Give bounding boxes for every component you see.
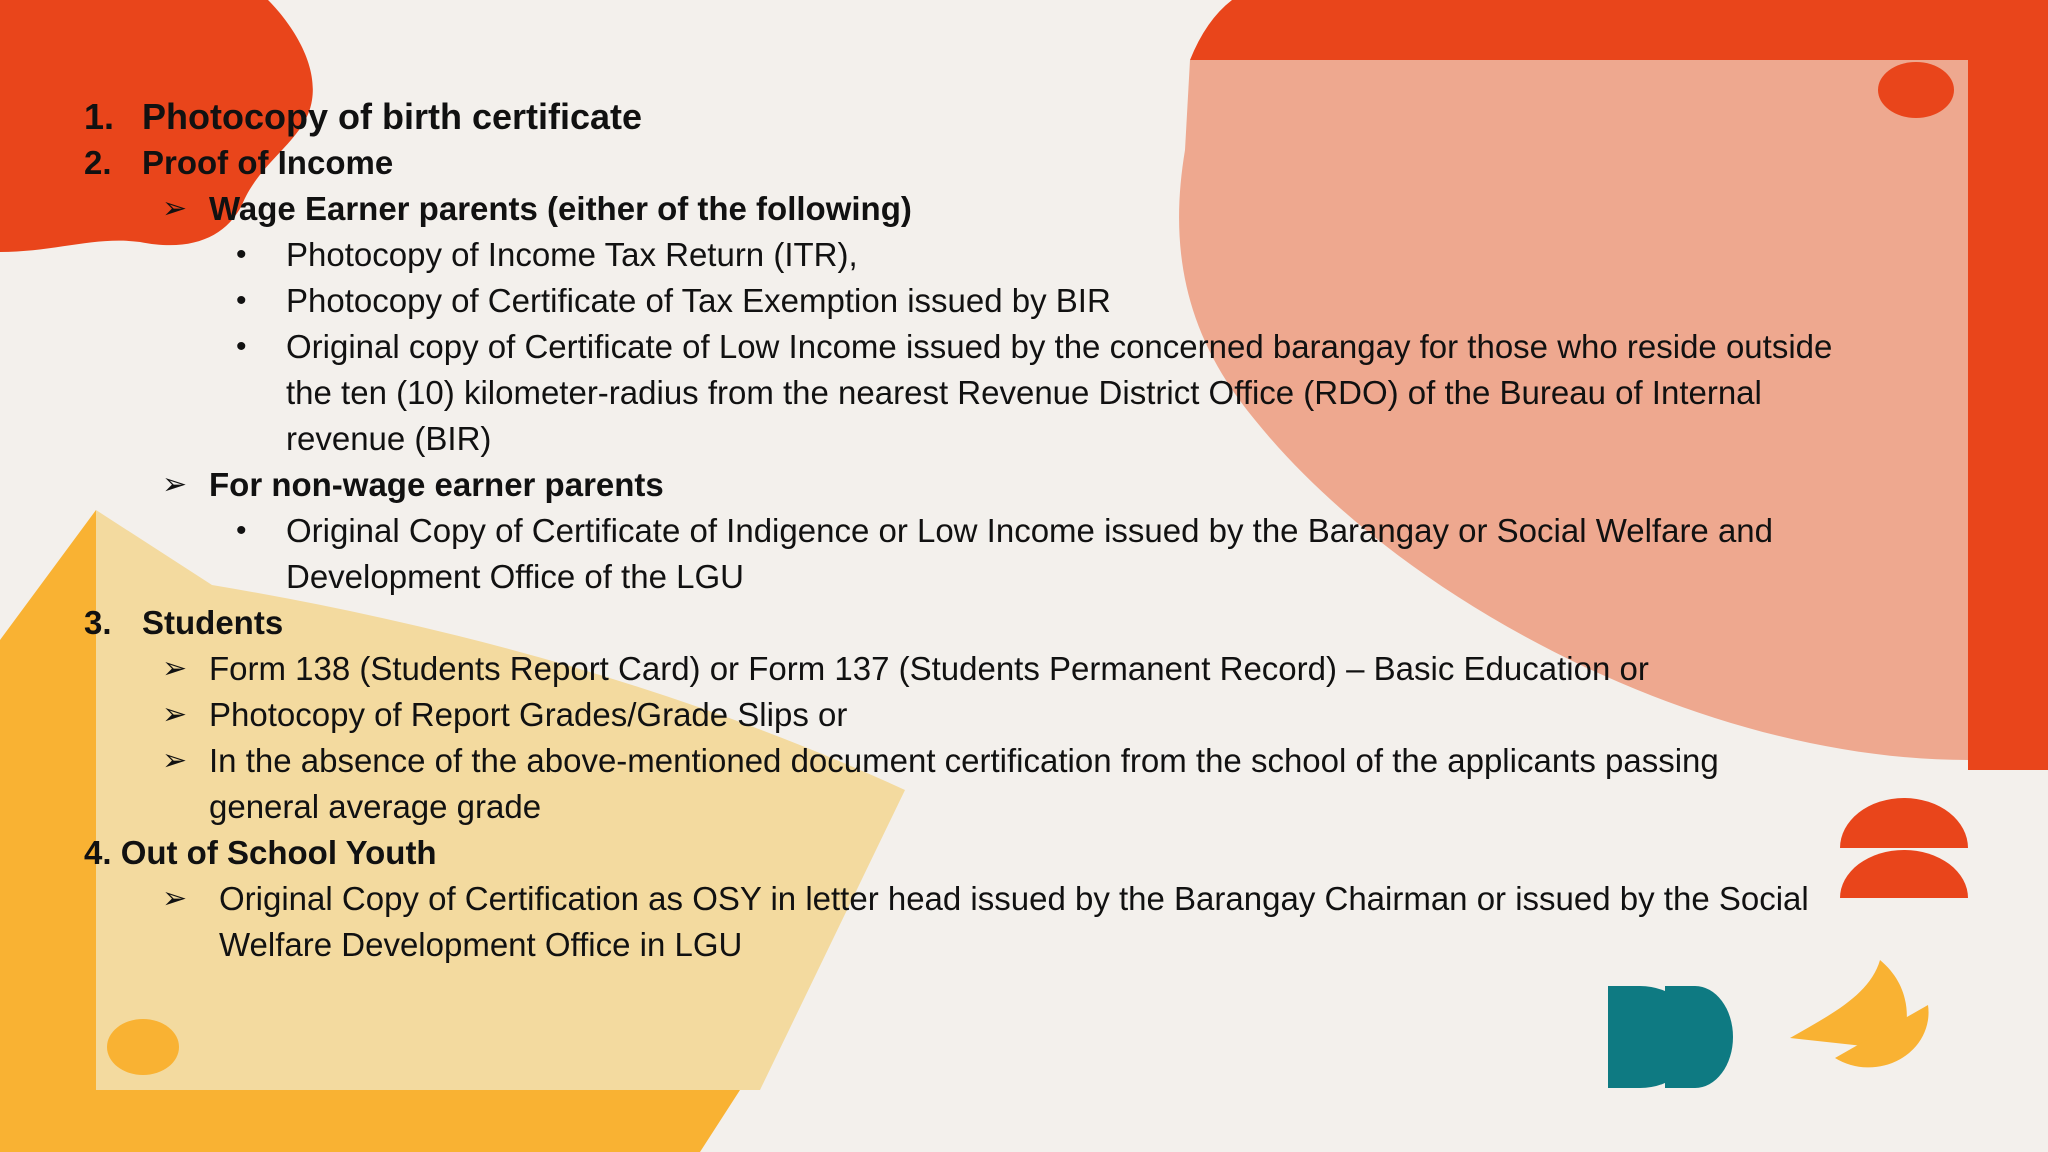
arrow-bullet-icon: ➢ (162, 192, 188, 225)
list-item-text: Original copy of Certificate of Low Income issued by the concerned barangay for those who reside outside (286, 328, 1833, 365)
list-item-text: Photocopy of Report Grades/Grade Slips or (209, 696, 848, 733)
arrow-bullet-icon: ➢ (162, 698, 188, 731)
list-item-continuation: revenue (BIR) (286, 420, 492, 457)
list-item-text: Form 138 (Students Report Card) or Form 137 (Students Permanent Record) – Basic Education or (209, 650, 1649, 687)
arrow-bullet-icon: ➢ (162, 882, 188, 915)
item-3-title: Students (142, 604, 284, 641)
item-2-title: Proof of Income (142, 144, 394, 181)
list-item-text: In the absence of the above-mentioned document certification from the school of the applicants passing (209, 742, 1719, 779)
wage-earner-group-title: Wage Earner parents (either of the following) (209, 190, 912, 227)
item-4-heading: 4. Out of School Youth (84, 834, 437, 871)
item-3-number: 3. (84, 604, 112, 641)
list-item-continuation: the ten (10) kilometer-radius from the nearest Revenue District Office (RDO) of the Bureau of Internal (286, 374, 1762, 411)
list-item-continuation: Development Office of the LGU (286, 558, 744, 595)
bullet-dot-icon: • (236, 238, 247, 271)
arrow-bullet-icon: ➢ (162, 744, 188, 777)
bullet-dot-icon: • (236, 514, 247, 547)
arrow-bullet-icon: ➢ (162, 468, 188, 501)
arrow-bullet-icon: ➢ (162, 652, 188, 685)
non-wage-earner-group-title: For non-wage earner parents (209, 466, 664, 503)
bullet-dot-icon: • (236, 330, 247, 363)
item-1-number: 1. (84, 96, 115, 137)
list-item-text: Photocopy of Certificate of Tax Exemption issued by BIR (286, 282, 1111, 319)
item-1-title: Photocopy of birth certificate (142, 96, 643, 137)
list-item-text: Original Copy of Certification as OSY in letter head issued by the Barangay Chairman or issued by the Social (219, 880, 1809, 917)
list-item-text: Original Copy of Certificate of Indigence or Low Income issued by the Barangay or Social Welfare and (286, 512, 1774, 549)
list-item-continuation: general average grade (209, 788, 542, 825)
list-item-text: Photocopy of Income Tax Return (ITR), (286, 236, 858, 273)
list-item-continuation: Welfare Development Office in LGU (219, 926, 743, 963)
item-2-number: 2. (84, 144, 112, 181)
bullet-dot-icon: • (236, 284, 247, 317)
